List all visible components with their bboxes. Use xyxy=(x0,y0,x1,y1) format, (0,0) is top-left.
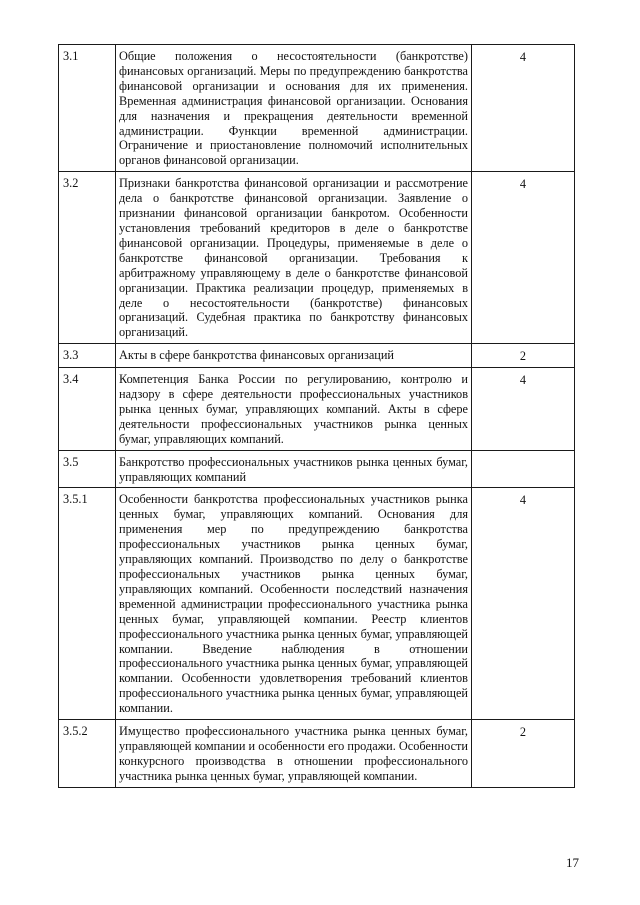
section-hours: 4 xyxy=(472,45,575,172)
section-hours: 4 xyxy=(472,368,575,451)
section-number: 3.4 xyxy=(59,368,116,451)
section-description: Компетенция Банка России по регулированию, контролю и надзору в сфере деятельности профессиональных участников рынка ценных бумаг, управляющих компаний. Акты в сфере деятельности профессиональных участников рынка ценных бумаг, управляющих компаний. xyxy=(116,368,472,451)
section-number: 3.5.1 xyxy=(59,488,116,720)
section-hours xyxy=(472,450,575,488)
table-row xyxy=(59,368,575,451)
section-hours: 4 xyxy=(472,172,575,344)
section-number: 3.2 xyxy=(59,172,116,344)
section-number: 3.5 xyxy=(59,450,116,488)
table-row xyxy=(59,344,575,368)
section-description: Общие положения о несостоятельности (банкротстве) финансовых организаций. Меры по предупреждению банкротства финансовой организации и основания для их применения. Временная администрация финансовой организации. Основания для назначения и прекращения деятельности временной администрации. Функции временной администрации. Ограничение и приостановление полномочий исполнительных органов финансовой организации. xyxy=(116,45,472,172)
section-hours: 2 xyxy=(472,720,575,788)
table-row xyxy=(59,172,575,344)
table-row xyxy=(59,450,575,488)
section-hours: 4 xyxy=(472,488,575,720)
section-number: 3.1 xyxy=(59,45,116,172)
section-number: 3.3 xyxy=(59,344,116,368)
section-description: Банкротство профессиональных участников рынка ценных бумаг, управляющих компаний xyxy=(116,450,472,488)
section-description: Признаки банкротства финансовой организации и рассмотрение дела о банкротстве финансовой организации. Заявление о признании финансовой организации банкротом. Особенности установления требований кредиторов в деле о банкротстве финансовой организации. Процедуры, применяемые в деле о банкротстве финансовой организации. Требования к арбитражному управляющему в деле о банкротстве финансовой организации. Практика реализации процедур, применяемых в деле о несостоятельности (банкротстве) финансовых организаций. Судебная практика по банкротству финансовых организаций. xyxy=(116,172,472,344)
section-number: 3.5.2 xyxy=(59,720,116,788)
page-number: 17 xyxy=(566,855,579,870)
table-row xyxy=(59,45,575,172)
section-description: Особенности банкротства профессиональных участников рынка ценных бумаг, управляющих компаний. Основания для применения мер по предупреждению банкротства профессиональных участников рынка ценных бумаг, управляющих компаний. Производство по делу о банкротстве профессиональных участников рынка ценных бумаг, управляющих компаний. Особенности последствий назначения временной администрации профессионального участника рынка ценных бумаг, управляющей компании. Реестр клиентов профессионального участника рынка ценных бумаг, управляющей компании. Введение наблюдения в отношении профессионального участника рынка ценных бумаг, управляющей компании. Особенности удовлетворения требований клиентов профессионального участника рынка ценных бумаг, управляющей компании. xyxy=(116,488,472,720)
curriculum-table xyxy=(58,44,575,788)
section-description: Имущество профессионального участника рынка ценных бумаг, управляющей компании и особенности его продажи. Особенности конкурсного производства в отношении профессионального участника рынка ценных бумаг, управляющей компании. xyxy=(116,720,472,788)
section-hours: 2 xyxy=(472,344,575,368)
table-row xyxy=(59,488,575,720)
section-description: Акты в сфере банкротства финансовых организаций xyxy=(116,344,472,368)
table-row xyxy=(59,720,575,788)
